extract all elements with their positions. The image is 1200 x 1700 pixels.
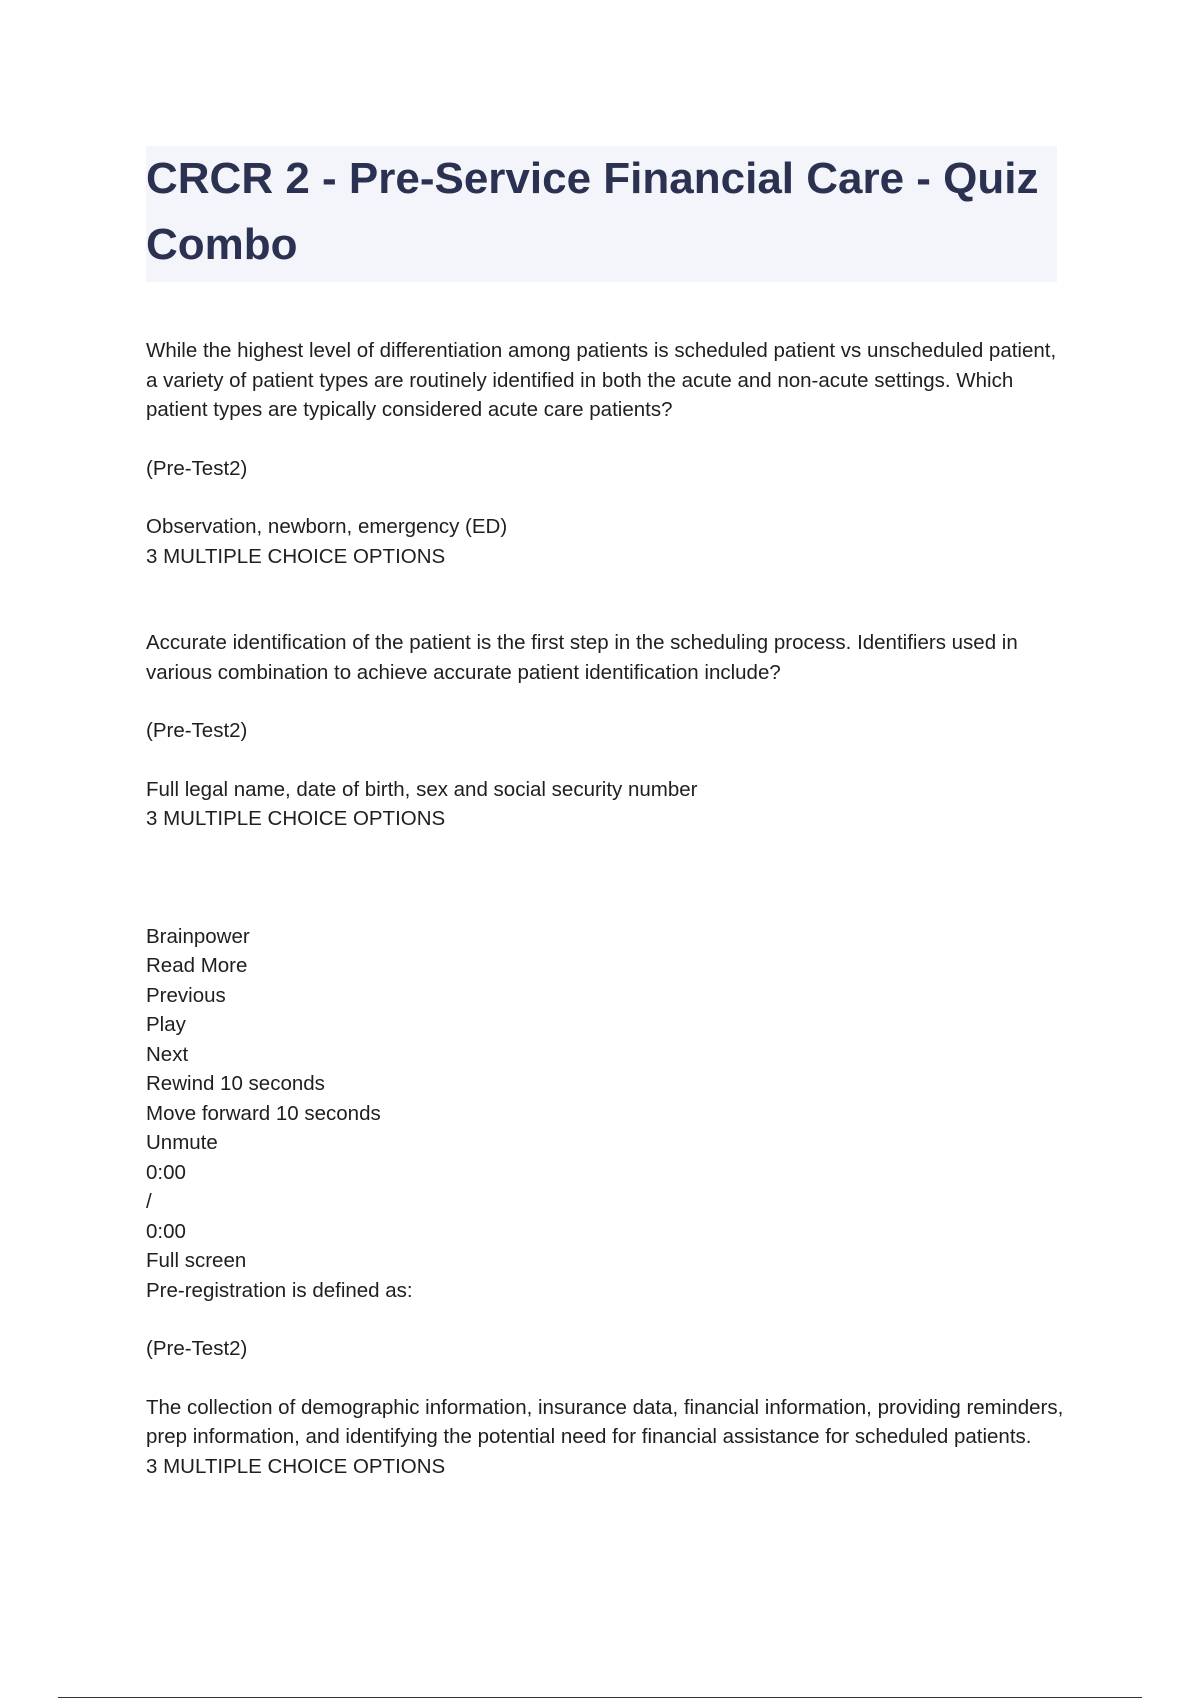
previous-button[interactable]: Previous bbox=[146, 983, 226, 1007]
question-2-text: Accurate identification of the patient is the first step in the scheduling process. Identifiers used in various combination to achieve accurate patient identification include? bbox=[146, 631, 1018, 684]
question-3-text: Pre-registration is defined as: bbox=[146, 1278, 413, 1302]
duration: 0:00 bbox=[146, 1219, 186, 1243]
question-3-answer: The collection of demographic information, insurance data, financial information, providing reminders, prep information, and identifying the potential need for financial assistance for scheduled patients. bbox=[146, 1395, 1064, 1448]
time-separator: / bbox=[146, 1190, 152, 1213]
bottom-divider bbox=[58, 1697, 1142, 1698]
question-1-options-note: 3 MULTIPLE CHOICE OPTIONS bbox=[146, 544, 446, 568]
current-time: 0:00 bbox=[146, 1160, 186, 1184]
question-1-answer: Observation, newborn, emergency (ED) bbox=[146, 515, 508, 538]
question-3-source: (Pre-Test2) bbox=[146, 1337, 248, 1360]
title-block bbox=[146, 146, 1057, 282]
unmute-button[interactable]: Unmute bbox=[146, 1131, 218, 1154]
question-1-source: (Pre-Test2) bbox=[146, 456, 248, 480]
document-title: CRCR 2 - Pre-Service Financial Care - Quiz Combo bbox=[146, 154, 1039, 269]
player-brand: Brainpower bbox=[146, 924, 250, 948]
read-more-link[interactable]: Read More bbox=[146, 954, 248, 977]
question-3-options-note: 3 MULTIPLE CHOICE OPTIONS bbox=[146, 1454, 446, 1478]
next-button[interactable]: Next bbox=[146, 1042, 189, 1066]
video-player bbox=[146, 922, 1066, 1276]
fullscreen-button[interactable]: Full screen bbox=[146, 1249, 247, 1272]
question-2-answer: Full legal name, date of birth, sex and social security number bbox=[146, 777, 698, 801]
rewind-button[interactable]: Rewind 10 seconds bbox=[146, 1072, 325, 1095]
document-content bbox=[146, 336, 1066, 1481]
question-1-text: While the highest level of differentiation among patients is scheduled patient vs unscheduled patient, a variety of patient types are routinely identified in both the acute and non-acute settings. Which patient types are typically considered acute care patients? bbox=[146, 339, 1057, 421]
question-2-options-note: 3 MULTIPLE CHOICE OPTIONS bbox=[146, 807, 446, 830]
forward-button[interactable]: Move forward 10 seconds bbox=[146, 1101, 381, 1125]
play-button[interactable]: Play bbox=[146, 1013, 186, 1036]
question-2-source: (Pre-Test2) bbox=[146, 719, 248, 742]
